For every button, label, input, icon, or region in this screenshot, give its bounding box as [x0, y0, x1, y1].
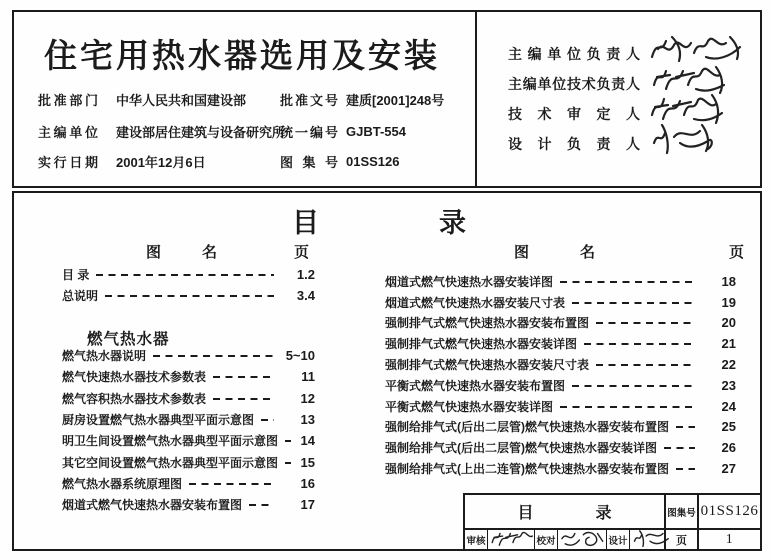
toc-entry	[385, 292, 736, 313]
toc-entry-page: 23	[721, 377, 736, 393]
left-col-figure-header: 图	[146, 244, 162, 261]
toc-leader-dashes	[560, 406, 695, 408]
design-head-label: 设计负责人	[508, 136, 640, 152]
title-block-sheet-title	[465, 495, 664, 528]
toc-entry-title: 强制排气式燃气快速热水器安装尺寸表	[385, 358, 590, 373]
toc-entry-page: 15	[300, 454, 315, 470]
approval-doc-label: 批准文号	[280, 93, 338, 108]
chief-unit-head-label: 主编单位负责人	[508, 46, 640, 62]
chief-unit-tech-head-label: 主编单位技术负责人	[508, 76, 640, 92]
toc-entry	[62, 285, 315, 306]
toc-entry-page: 19	[721, 294, 736, 310]
effective-date-label: 实行日期	[38, 155, 98, 170]
review-signature	[488, 530, 534, 549]
official-row	[508, 136, 758, 152]
toc-leader-dashes	[213, 376, 274, 378]
toc-leader-dashes	[261, 419, 274, 421]
proofread-label: 校对	[534, 530, 558, 549]
right-col-name-header: 名	[580, 244, 596, 261]
review-label: 审核	[465, 530, 488, 549]
toc-entry-title: 其它空间设置燃气热水器典型平面示意图	[62, 455, 279, 470]
toc-left-top-list	[62, 264, 315, 307]
toc-entry-page: 22	[721, 357, 736, 373]
toc-leader-dashes	[285, 440, 291, 442]
toc-leader-dashes	[249, 504, 274, 506]
toc-entry-title: 强制给排气式(后出二层管)燃气快速热水器安装布置图	[385, 420, 669, 435]
toc-entry	[385, 313, 736, 334]
toc-entry	[385, 333, 736, 354]
signature-icon	[646, 119, 758, 159]
atlas-no-value: 01SS126	[346, 154, 400, 169]
toc-leader-dashes	[572, 302, 695, 304]
toc-entry-page: 21	[721, 336, 736, 352]
toc-entry-page: 14	[300, 433, 315, 449]
toc-entry-page: 20	[721, 315, 736, 331]
toc-entry-page: 11	[301, 369, 315, 385]
left-col-page-header: 页	[294, 244, 310, 261]
right-col-page-header: 页	[729, 244, 745, 261]
meta-row-date	[38, 152, 400, 171]
toc-entry-title: 烟道式燃气快速热水器安装布置图	[62, 498, 243, 513]
toc-leader-dashes	[153, 355, 274, 357]
toc-entry-page: 12	[300, 390, 315, 406]
toc-entry	[385, 458, 736, 479]
effective-date-value: 2001年12月6日	[116, 155, 206, 170]
tech-approver-label: 技术审定人	[508, 106, 640, 122]
toc-entry	[62, 345, 315, 366]
right-col-figure-header: 图	[514, 244, 530, 261]
toc-leader-dashes	[572, 385, 695, 387]
toc-entry-title: 燃气容积热水器技术参数表	[62, 391, 207, 406]
toc-leader-dashes	[676, 426, 695, 428]
sheet-title-char: 录	[595, 505, 612, 522]
toc-entry	[62, 451, 315, 472]
toc-entry-page: 27	[721, 461, 736, 477]
toc-entry-title: 强制排气式燃气快速热水器安装详图	[385, 337, 578, 352]
design-label: 设计	[606, 530, 630, 549]
toc-entry-page: 16	[300, 475, 315, 491]
toc-entry-title: 燃气快速热水器技术参数表	[62, 370, 207, 385]
toc-leader-dashes	[96, 274, 274, 276]
toc-entry-title: 强制给排气式(上出二连管)燃气快速热水器安装布置图	[385, 462, 669, 477]
toc-entry-page: 5~10	[285, 348, 315, 364]
toc-entry-page: 25	[721, 419, 736, 435]
toc-entry	[385, 437, 736, 458]
approval-dept-value: 中华人民共和国建设部	[116, 93, 247, 108]
atlas-number-label: 图集号	[664, 495, 697, 528]
title-block-signature-row	[465, 528, 664, 549]
title-block	[463, 493, 762, 551]
document-title: 住宅用热水器选用及安装	[44, 37, 440, 74]
toc-entry	[385, 417, 736, 438]
toc-entry-title: 强制排气式燃气快速热水器安装布置图	[385, 316, 590, 331]
toc-leader-dashes	[596, 364, 695, 366]
toc-entry	[385, 271, 736, 292]
toc-entry	[62, 388, 315, 409]
toc-entry-page: 24	[721, 398, 736, 414]
header-divider	[475, 12, 477, 186]
atlas-number-value: 01SS126	[697, 495, 760, 528]
chief-editor-value: 建设部居住建筑与设备研究所	[116, 125, 286, 140]
toc-entry-title: 目 录	[62, 268, 90, 283]
atlas-no-label: 图集号	[280, 155, 338, 170]
toc-leader-dashes	[105, 295, 274, 297]
signature-icon	[558, 527, 606, 549]
toc-entry-page: 3.4	[296, 288, 315, 304]
toc-leader-dashes	[664, 447, 695, 449]
toc-entry-title: 厨房设置燃气热水器典型平面示意图	[62, 413, 255, 428]
toc-entry-page: 1.2	[296, 267, 315, 283]
toc-entry	[385, 396, 736, 417]
page-number: 1	[697, 528, 760, 549]
toc-entry	[62, 494, 315, 515]
toc-entry-title: 平衡式燃气快速热水器安装详图	[385, 399, 554, 414]
toc-entry-title: 明卫生间设置燃气热水器典型平面示意图	[62, 434, 279, 449]
approval-doc-value: 建质[2001]248号	[346, 93, 445, 108]
contents-title-char: 录	[439, 208, 466, 238]
contents-title	[292, 201, 466, 240]
toc-entry	[385, 375, 736, 396]
toc-entry-title: 燃气热水器系统原理图	[62, 476, 183, 491]
toc-entry	[62, 473, 315, 494]
toc-right-list	[385, 271, 736, 479]
unified-no-value: GJBT-554	[346, 124, 406, 139]
toc-entry-page: 13	[300, 412, 315, 428]
contents-title-char: 目	[292, 208, 319, 238]
toc-entry-title: 烟道式燃气快速热水器安装详图	[385, 274, 554, 289]
toc-leader-dashes	[285, 462, 291, 464]
toc-entry-title: 平衡式燃气快速热水器安装布置图	[385, 378, 566, 393]
left-col-name-header: 名	[202, 244, 218, 261]
toc-entry-page: 17	[300, 497, 315, 513]
unified-no-label: 统一编号	[280, 125, 338, 140]
toc-leader-dashes	[584, 343, 695, 345]
toc-leader-dashes	[189, 483, 274, 485]
toc-entry	[385, 354, 736, 375]
proofread-signature	[558, 530, 606, 549]
toc-entry-title: 烟道式燃气快速热水器安装尺寸表	[385, 295, 566, 310]
toc-entry-page: 26	[721, 440, 736, 456]
toc-section-heading: 燃气热水器	[87, 331, 170, 348]
toc-leader-dashes	[213, 398, 274, 400]
meta-row-approval	[38, 90, 444, 109]
meta-row-editor	[38, 122, 406, 141]
toc-entry	[62, 366, 315, 387]
page-label: 页	[664, 528, 697, 549]
officials-block	[508, 46, 758, 166]
toc-leader-dashes	[596, 322, 695, 324]
toc-entry	[62, 409, 315, 430]
toc-left-list	[62, 345, 315, 515]
toc-entry	[62, 264, 315, 285]
toc-entry-title: 强制给排气式(后出二层管)燃气快速热水器安装详图	[385, 441, 657, 456]
sheet-title-char: 目	[517, 505, 534, 522]
toc-entry-page: 18	[721, 273, 736, 289]
toc-leader-dashes	[560, 281, 695, 283]
chief-editor-label: 主编单位	[38, 125, 98, 140]
toc-entry-title: 总说明	[62, 289, 99, 304]
toc-leader-dashes	[676, 468, 695, 470]
toc-entry-title: 燃气热水器说明	[62, 349, 147, 364]
toc-entry	[62, 430, 315, 451]
approval-dept-label: 批准部门	[38, 93, 98, 108]
signature-icon	[488, 527, 534, 549]
